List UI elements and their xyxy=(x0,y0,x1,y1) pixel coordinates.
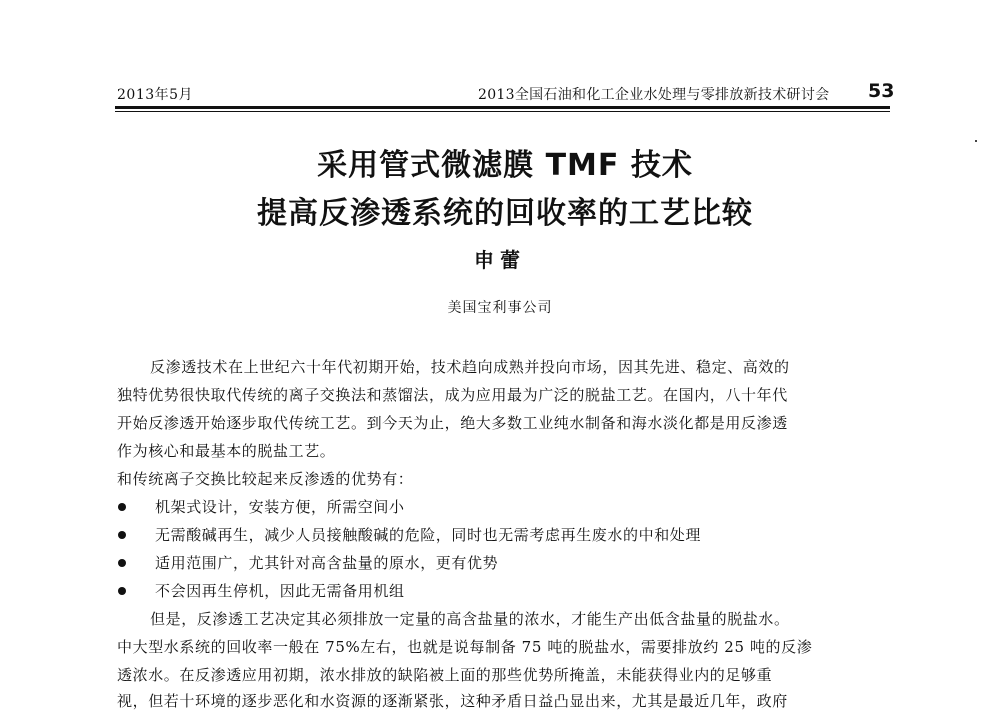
bullet-icon xyxy=(118,531,126,539)
header-date: 2013年5月 xyxy=(117,87,194,103)
scan-speck xyxy=(975,140,977,142)
bullet-item: 不会因再生停机，因此无需备用机组 xyxy=(155,582,405,600)
header-conference: 2013全国石油和化工企业水处理与零排放新技术研讨会 xyxy=(478,87,830,103)
title-line-1: 采用管式微滤膜 TMF 技术 xyxy=(317,148,693,183)
advantages-intro: 和传统离子交换比较起来反渗透的优势有： xyxy=(117,470,414,488)
author: 申蕾 xyxy=(474,248,526,272)
bullet-icon xyxy=(118,503,126,511)
paragraph-2-line-3: 透浓水。在反渗透应用初期，浓水排放的缺陷被上面的那些优势所掩盖，未能获得业内的足够重 xyxy=(117,666,773,684)
paragraph-2-line-4: 视，但若十环境的逐步恶化和水资源的逐渐紧张，这种矛盾日益凸显出来，尤其是最近几年，政府 xyxy=(117,692,788,710)
paragraph-1-line-1: 反渗透技术在上世纪六十年代初期开始，技术趋向成熟并投向市场，因其先进、稳定、高效的 xyxy=(150,358,790,376)
paragraph-1-line-4: 作为核心和最基本的脱盐工艺。 xyxy=(117,442,336,460)
bullet-icon xyxy=(118,559,126,567)
bullet-item: 机架式设计，安装方便，所需空间小 xyxy=(155,498,405,516)
paragraph-1-line-3: 开始反渗透开始逐步取代传统工艺。到今天为止，绝大多数工业纯水制备和海水淡化都是用反渗透 xyxy=(117,414,788,432)
header-rule-thick xyxy=(115,106,890,109)
paragraph-2-line-1: 但是，反渗透工艺决定其必须排放一定量的高含盐量的浓水，才能生产出低含盐量的脱盐水。 xyxy=(150,610,790,628)
page-number: 53 xyxy=(868,80,895,102)
paragraph-1-line-2: 独特优势很快取代传统的离子交换法和蒸馏法，成为应用最为广泛的脱盐工艺。在国内，八十年代 xyxy=(117,386,788,404)
bullet-icon xyxy=(118,587,126,595)
paragraph-2-line-2: 中大型水系统的回收率一般在 75%左右，也就是说每制备 75 吨的脱盐水，需要排放约 25 吨的反渗 xyxy=(117,638,813,656)
bullet-item: 无需酸碱再生，减少人员接触酸碱的危险，同时也无需考虑再生废水的中和处理 xyxy=(155,526,702,544)
affiliation: 美国宝利事公司 xyxy=(447,300,553,316)
bullet-item: 适用范围广，尤其针对高含盐量的原水，更有优势 xyxy=(155,554,499,572)
title-line-2: 提高反渗透系统的回收率的工艺比较 xyxy=(257,196,753,231)
header-rule-thin xyxy=(115,111,890,112)
